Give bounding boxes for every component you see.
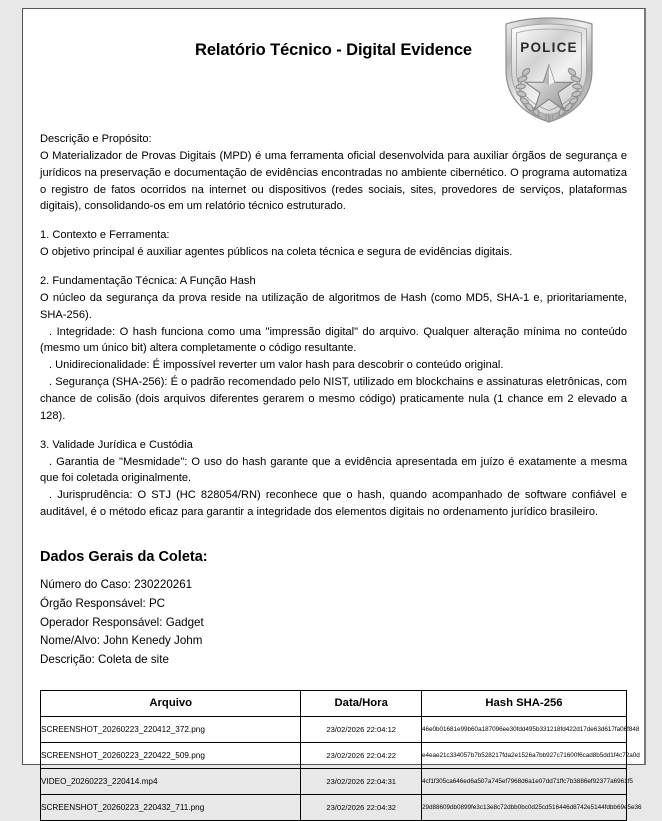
cell-hash: 4cf1f305ca646ed6a507a745ef7968d6a1e07dd71ffc7b3886ef92377a6961f5 [421,768,626,794]
section-3-bullet-2: . Jurisprudência: O STJ (HC 828054/RN) reconhece que o hash, quando acompanhado de software confiável e auditável, é o método eficaz para garantir a integridade dos elementos digitais no ordenamento jurídico brasileiro. [40,489,627,519]
table-row [41,742,627,768]
section-2-bullet-1: . Integridade: O hash funciona como uma "impressão digital" do arquivo. Qualquer alteração mínima no conteúdo (mesmo um único bit) altera completamente o código resultante. [40,325,627,355]
cell-file-name: SCREENSHOT_20260223_220432_711.png [41,794,301,820]
section-3-bullet-1: . Garantia de "Mesmidade": O uso do hash garante que a evidência apresentada em juízo é exatamente a mesma que foi coletada originalmente. [40,455,627,485]
field-agency-value: PC [148,596,166,610]
section-1-heading: 1. Contexto e Ferramenta: [40,229,170,242]
cell-datetime: 23/02/2026 22:04:12 [301,716,422,742]
field-case-number-label: Número do Caso: [40,578,131,592]
report-header [40,9,627,131]
evidence-table-wrapper [40,690,642,821]
table-header-row [41,690,627,716]
field-description-value: Coleta de site [98,653,169,667]
section-2-heading: 2. Fundamentação Técnica: A Função Hash [40,275,256,288]
cell-hash: 29d88609db0899fe3c13e8c72dbb0bc0d25cd516446d8742e5144fdbb69e5e36 [421,794,626,820]
field-agency [40,595,627,614]
field-description-label: Descrição: [40,653,95,667]
cell-file-name: SCREENSHOT_20260223_220422_509.png [41,742,301,768]
field-operator-value: Gadget [165,615,204,629]
evidence-table [40,690,642,821]
section-2-bullet-2: . Unidirecionalidade: É impossível reverter um valor hash para descobrir o conteúdo original. [49,359,504,372]
column-header-arquivo: Arquivo [41,690,301,716]
section-1-paragraph: O objetivo principal é auxiliar agentes públicos na coleta técnica e segura de evidências digitais. [40,246,513,259]
cell-hash: e4eae21c334057b7b528217fda2e1526a7bb927c71600f6cad8b5dd1f4c72a0d [421,742,626,768]
collection-heading: Dados Gerais da Coleta: [40,549,208,566]
intro-paragraph: O Materializador de Provas Digitais (MPD) é uma ferramenta oficial desenvolvida para auxiliar órgãos de segurança e jurídicos na preservação e documentação de evidências encontradas no ambiente cibernético. O programa automatiza o registro de fatos ocorridos na internet ou dispositivos (redes sociais, sites, provedores de serviços, plataformas digitais), consolidando-os em um relatório técnico estruturado. [40,149,627,213]
badge-label: POLICE [520,40,578,55]
intro-heading: Descrição e Propósito: [40,133,152,145]
report-page [22,8,646,812]
column-header-data-hora: Data/Hora [301,690,422,716]
section-2-bullet-3: . Segurança (SHA-256): É o padrão recomendado pelo NIST, utilizado em blockchains e assinaturas eletrônicas, com chance de colisão (dois arquivos diferentes gerarem o mesmo código) praticamente nula (1 chance em 2 elevado a 128). [40,376,627,422]
cell-hash: 46e0b01681e99b60a187096ee30fdd495b331218fd422d17de63d617fa06f848 [421,716,626,742]
collection-data-section [40,549,627,670]
field-target-name-value: John Kenedy Johm [103,634,203,648]
section-2-paragraph: O núcleo da segurança da prova reside na utilização de algoritmos de Hash (como MD5, SHA-1 e, prioritariamente, SHA-256). [40,291,627,321]
field-description [40,651,627,670]
police-shield-badge-icon [495,15,603,127]
field-operator-label: Operador Responsável: [40,615,163,629]
section-3-heading: 3. Validade Jurídica e Custódia [40,438,193,451]
field-case-number-value: 230220261 [134,578,193,592]
table-row [41,794,627,820]
field-target-name-label: Nome/Alvo: [40,634,100,648]
page-title: Relatório Técnico - Digital Evidence [195,41,472,59]
cell-datetime: 23/02/2026 22:04:32 [301,794,422,820]
table-row [41,768,627,794]
cell-file-name: SCREENSHOT_20260223_220412_372.png [41,716,301,742]
field-case-number [40,576,627,595]
cell-file-name: VIDEO_20260223_220414.mp4 [41,768,301,794]
field-target-name [40,632,627,651]
field-operator [40,614,627,633]
column-header-hash: Hash SHA-256 [421,690,626,716]
cell-datetime: 23/02/2026 22:04:31 [301,768,422,794]
table-row [41,716,627,742]
field-agency-label: Órgão Responsável: [40,596,146,610]
report-body [40,131,627,521]
cell-datetime: 23/02/2026 22:04:22 [301,742,422,768]
